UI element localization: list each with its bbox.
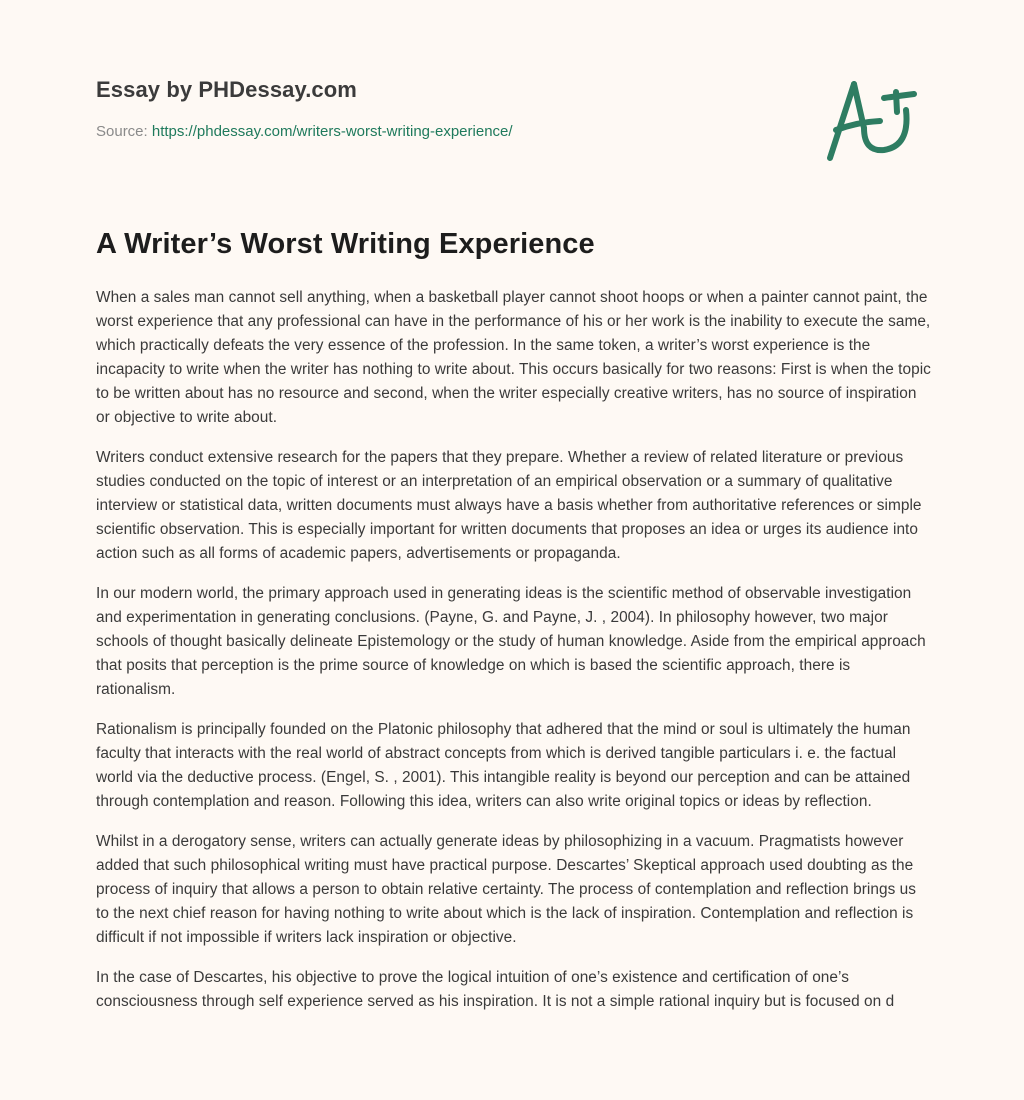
a-plus-grade-icon: [820, 66, 930, 166]
article-paragraph: In our modern world, the primary approach used in generating ideas is the scientific method of observable investigation and experimentation in generating conclusions. (Payne, G. and Payne, J. , 2004). In philosophy however, two major schools of thought basically delineate Epistemology or the study of human knowledge. Aside from the empirical approach that posits that perception is the prime source of knowledge on which is based the scientific approach, there is rationalism.: [96, 585, 926, 698]
site-title: Essay by PHDessay.com: [96, 77, 357, 102]
article-paragraph: Rationalism is principally founded on the Platonic philosophy that adhered that the mind or soul is ultimately the human faculty that interacts with the real world of abstract concepts from which is derived tangible particulars i. e. the factual world via the deductive process. (Engel, S. , 2001). This intangible reality is beyond our perception and can be attained through contemplation and reason. Following this idea, writers can also write original topics or ideas by reflection.: [96, 721, 911, 810]
article-paragraph: When a sales man cannot sell anything, when a basketball player cannot shoot hoops or when a painter cannot paint, the worst experience that any professional can have in the performance of his or her work is the inability to execute the same, which practically defeats the very essence of the profession. In the same token, a writer’s worst experience is the incapacity to write when the writer has nothing to write about. This occurs basically for two reasons: First is when the topic to be written about has no resource and second, when the writer especially creative writers, has no source of inspiration or objective to write about.: [96, 289, 931, 426]
article-paragraph: Writers conduct extensive research for the papers that they prepare. Whether a review of related literature or previous studies conducted on the topic of interest or an interpretation of an empirical observation or a summary of qualitative interview or statistical data, written documents must always have a basis whether from authoritative references or simple scientific observation. This is especially important for written documents that proposes an idea or urges its audience into action such as all forms of academic papers, advertisements or propaganda.: [96, 449, 922, 562]
article: [96, 224, 932, 1030]
article-paragraph: In the case of Descartes, his objective to prove the logical intuition of one’s existence and certification of one’s consciousness through self experience served as his inspiration. It is not a simple rational inquiry but is focused on d: [96, 969, 895, 1010]
page-header: [96, 76, 796, 142]
source-link[interactable]: https://phdessay.com/writers-worst-writing-experience/: [151, 123, 513, 140]
article-paragraph: Whilst in a derogatory sense, writers can actually generate ideas by philosophizing in a vacuum. Pragmatists however added that such philosophical writing must have practical purpose. Descartes’ Skeptical approach used doubting as the process of inquiry that allows a person to obtain relative certainty. The process of contemplation and reflection brings us to the next chief reason for having nothing to write about which is the lack of inspiration. Contemplation and reflection is difficult if not impossible if writers lack inspiration or objective.: [96, 833, 917, 946]
article-title: A Writer’s Worst Writing Experience: [96, 228, 595, 260]
source-label: Source:: [96, 123, 148, 140]
source-line: [96, 122, 796, 142]
